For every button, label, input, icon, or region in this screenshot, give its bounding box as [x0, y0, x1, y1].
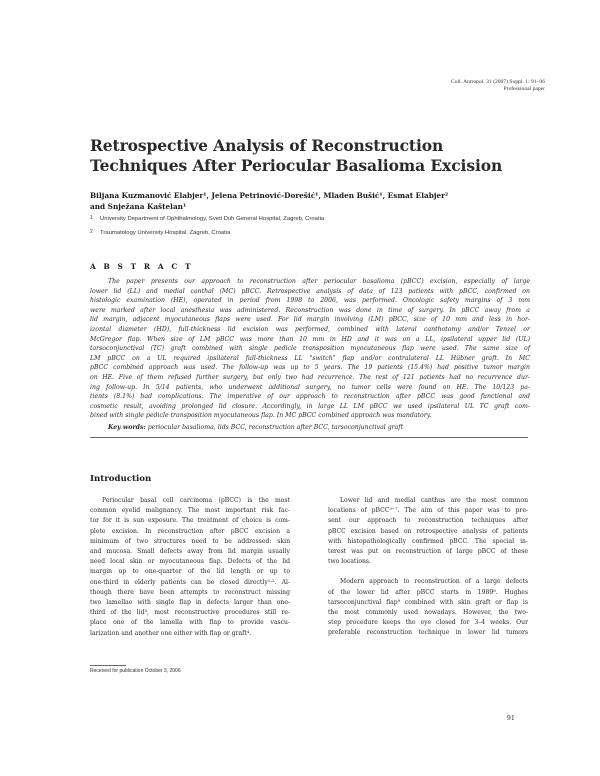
paragraph-gap — [328, 567, 528, 577]
affiliation — [90, 212, 530, 226]
title-line: Techniques After Periocular Basalioma Excision — [90, 155, 503, 175]
paragraph-line: common eyelid malignancy. The most important risk fac- — [90, 507, 290, 515]
article-type: Professional paper — [503, 86, 545, 93]
footnote-divider — [90, 665, 126, 666]
body-column-left — [90, 496, 290, 639]
paragraph-line: two locations. — [328, 558, 371, 566]
paragraph-line: tor for it is sun exposure. The treatment of choice is com- — [90, 517, 290, 525]
author-line: and Snježana Kaštelan¹ — [90, 202, 187, 212]
abstract-line: histologic examination (HE), operated in period from 1998 to 2006, was performed. Oncologic safety margins of 3 mm — [90, 297, 530, 305]
abstract-line: LM pBCC on a UL required ipsilateral full-thickness LL "switch" flap and/or contralateral LL Hübner graft. In MC — [90, 354, 530, 362]
paragraph-line: third of the lid³, most reconstructive procedures still re- — [90, 609, 290, 617]
abstract-line: The paper presents our approach to reconstruction after periocular basalioma (pBCC) excision, especially of large — [108, 278, 530, 285]
affiliation-text: University Department of Ophthalmology, Sveti Duh General Hospital, Zagreb, Croatia — [100, 216, 325, 222]
title-line: Retrospective Analysis of Reconstruction — [90, 136, 444, 155]
paragraph-line: margin up to one-quarter of the lid length or up to — [90, 568, 290, 576]
journal-header — [451, 79, 545, 94]
abstract-line: izontal diameter (HD), full-thickness lid excision was performed, combined with lateral canthotomy and/or Tenzel or — [90, 325, 530, 333]
abstract-line: tarsoconjunctival (TC) graft combined with single pedicle transposition myocutaneous flap were used. The same size of — [90, 345, 530, 353]
paragraph-line: and mucosa. Small defects away from lid margin usually — [90, 548, 290, 556]
affiliation-number: 2 — [90, 228, 93, 235]
keywords-label: Key words: — [108, 424, 146, 431]
paragraph-line: tarsoconjunctival flap⁹ combined with skin graft or flap is — [328, 598, 528, 606]
abstract-line: ing follow-up. In 5/14 patients, who underwent additional surgery, no tumor cells were found on HE. The 10/123 pa- — [90, 383, 530, 391]
abstract-line: McGregor flap. When size of LM pBCC was more than 10 mm in HD and it was on a LL, ipsilateral upper lid (UL) — [90, 335, 530, 343]
paragraph-line: two lamellae with single flap in defects larger than one- — [90, 599, 290, 607]
paragraph-line: sent our approach to reconstruction techniques after — [328, 517, 528, 525]
paragraph-line: of the lower lid after pBCC starts in 1989⁸. Hughes — [328, 588, 528, 596]
journal-citation: Coll. Antropol. 31 (2007) Suppl. 1: 91–96 — [450, 79, 545, 85]
abstract-line: pBCC combined approach was used. The follow-up was up to 5 years. The 19 patients (15.4%) had positive tumor margin — [90, 364, 530, 372]
paragraph-line: Modern approach to reconstruction of a large defects — [340, 578, 528, 586]
paragraph-line: Lower lid and medial canthus are the most common — [340, 497, 528, 504]
body-column-right — [328, 496, 528, 639]
abstract-divider — [90, 437, 528, 438]
paragraph-line: larization and another one either with flap or graft⁴. — [90, 629, 252, 637]
author-line: Biljana Kuzmanović Elabjer¹, Jelena Petrinović-Dorešić¹, Mladen Bušić¹, Esmat Elabjer² — [90, 191, 449, 200]
paragraph-line: with histopathologically confirmed pBCC. The special in- — [328, 537, 528, 545]
abstract-line: bined with single pedicle transposition myocutaneous flap. In MC pBCC combined approach was mandatory. — [90, 412, 432, 420]
affiliation-text: Traumatology University Hospital, Zagreb, Croatia — [100, 229, 231, 236]
section-heading-introduction: Introduction — [90, 474, 152, 484]
affiliation-number: 1 — [90, 215, 93, 221]
paragraph-line: plete excision. In reconstruction after pBCC excision a — [90, 527, 290, 535]
page-number: 91 — [506, 714, 515, 722]
abstract-body — [90, 277, 530, 421]
paragraph-line: preferable reconstruction technique in lower lid tumors — [328, 629, 528, 637]
paragraph-line: place one of the lamella with flap to provide vascu- — [90, 619, 290, 627]
abstract-line: lid margin, adjacent myocutaneous flaps were used. For lid margin involving (LM) pBCC, size of 10 mm and less in hor- — [90, 316, 530, 324]
affiliation — [90, 226, 530, 240]
keywords — [108, 424, 528, 431]
paragraph-line: locations of pBCC⁵⁻⁷. The aim of this paper was to pre- — [328, 507, 528, 515]
abstract-line: cosmetic result, avoiding prolonged lid closure. Accordingly, in large LL LM pBCC we used ipsilateral UL TC graft com- — [90, 402, 530, 410]
paragraph-line: the most commonly used nowadays. However, the two- — [328, 609, 528, 617]
paragraph-line: step procedure keeps the eye closed for 3–4 weeks. Our — [328, 619, 528, 627]
paragraph-line: minimum of two structures need to be addressed: skin — [90, 537, 290, 545]
abstract-heading: A B S T R A C T — [90, 262, 194, 271]
abstract-line: tients (8.1%) had complications. The imperative of our approach to reconstruction after pBCC was good functional and — [90, 393, 530, 401]
paragraph-line: need local skin or myocutaneous flap. Defects of the lid — [90, 558, 290, 566]
author-list — [90, 190, 530, 212]
abstract-line: on HE. Five of them refused further surgery, but only two had recurrence. The rest of 121 patients had no recurrence dur- — [90, 373, 530, 381]
paragraph-line: one-third in elderly patients can be closed directly¹·². Al- — [90, 578, 290, 586]
abstract-line: were marked after local anesthesia was administered. Reconstruction was done in time of surgery. In pBCC away from a — [90, 306, 530, 314]
paragraph-line: Periocular basal cell carcinoma (pBCC) is the most — [102, 497, 290, 504]
paragraph-line: terest was put on reconstruction of large pBCC of these — [328, 548, 528, 556]
affiliation-list — [90, 212, 530, 239]
keywords-text: periocular basalioma, lids BCC, reconstruction after BCC, tarsoconjunctival graft — [147, 424, 404, 431]
received-footnote: Received for publication October 3, 2006 — [90, 668, 181, 674]
paper-title — [90, 136, 530, 175]
paragraph-line: pBCC excision based on retrospective analysis of patients — [328, 527, 528, 535]
abstract-line: lower lid (LL) and medial canthal (MC) pBCC. Retrospective analysis of data of 123 patients with pBCC, confirmed on — [90, 287, 530, 295]
paragraph-line: though there have been attempts to reconstruct missing — [90, 588, 290, 596]
